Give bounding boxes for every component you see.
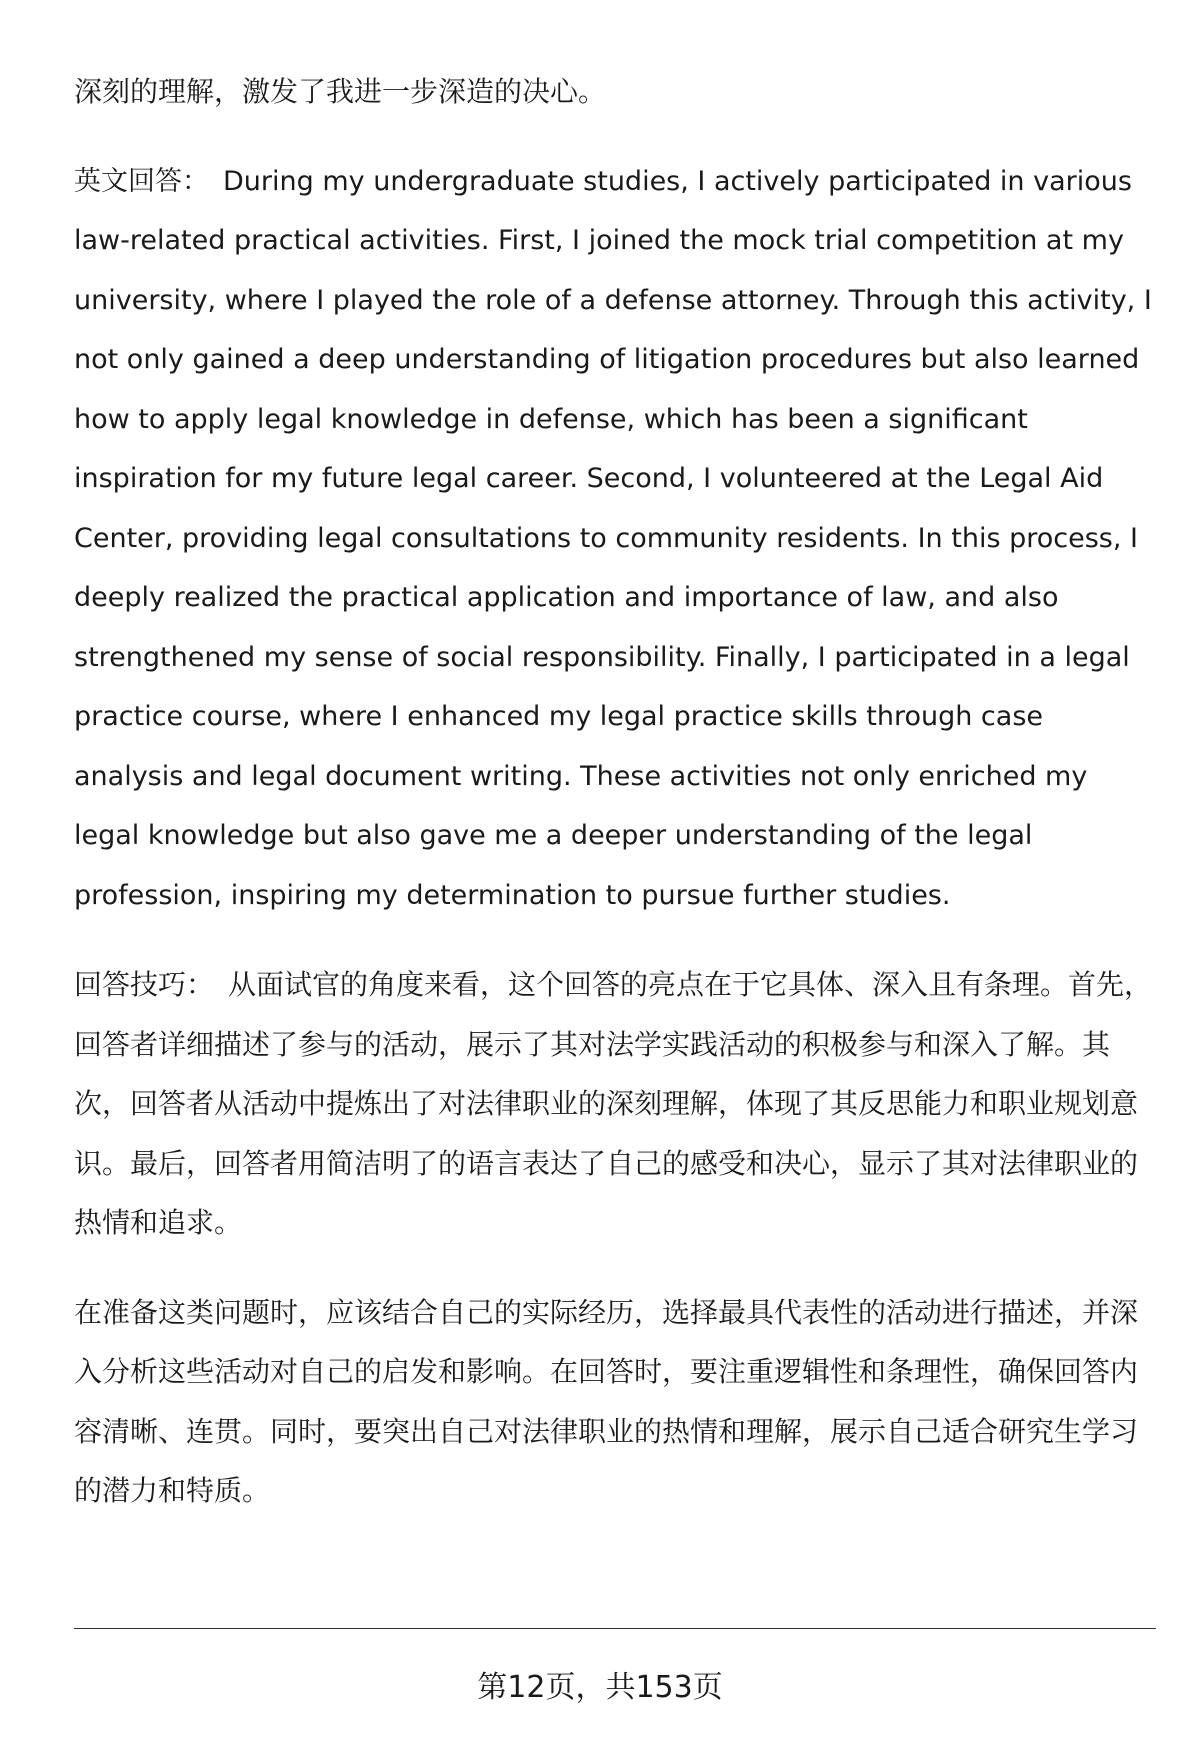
footer-divider <box>74 1628 1156 1629</box>
english-answer-label: 英文回答： <box>74 165 209 197</box>
paragraph-continuation <box>74 62 1154 122</box>
english-answer-text: During my undergraduate studies, I actively participated in various law-related practical activities. First, I joined the mock trial competition at my university, where I played the role of a defense attorney. Through this activity, I not only gained a deep understanding of litigation procedures but also learned how to apply legal knowledge in defense, which has been a significant inspiration for my future legal career. Second, I volunteered at the Legal Aid Center, providing legal consultations to community residents. In this process, I deeply realized the practical application and importance of law, and also strengthened my sense of social responsibility. Finally, I participated in a legal practice course, where I enhanced my legal practice skills through case analysis and legal document writing. These activities not only enriched my legal knowledge but also gave me a deeper understanding of the legal profession, inspiring my determination to pursue further studies. <box>74 165 1152 911</box>
answer-tips-label: 回答技巧： <box>74 968 215 1001</box>
page-footer <box>0 1668 1200 1708</box>
paragraph-continuation-text: 深刻的理解，激发了我进一步深造的决心。 <box>74 75 607 108</box>
paragraph-preparation-advice <box>74 1283 1154 1521</box>
answer-tips-text: 从面试官的角度来看，这个回答的亮点在于它具体、深入且有条理。首先，回答者详细描述了参与的活动，展示了其对法学实践活动的积极参与和深入了解。其次，回答者从活动中提炼出了对法律职业的深刻理解，体现了其反思能力和职业规划意识。最后，回答者用简洁明了的语言表达了自己的感受和决心，显示了其对法律职业的热情和追求。 <box>74 968 1153 1239</box>
document-body <box>74 62 1154 1551</box>
preparation-advice-text: 在准备这类问题时，应该结合自己的实际经历，选择最具代表性的活动进行描述，并深入分析这些活动对自己的启发和影响。在回答时，要注重逻辑性和条理性，确保回答内容清晰、连贯。同时，要突出自己对法律职业的热情和理解，展示自己适合研究生学习的潜力和特质。 <box>74 1295 1139 1507</box>
page-number: 第12页，共153页 <box>477 1670 723 1705</box>
paragraph-answer-tips <box>74 955 1154 1253</box>
paragraph-english-answer <box>74 152 1154 926</box>
